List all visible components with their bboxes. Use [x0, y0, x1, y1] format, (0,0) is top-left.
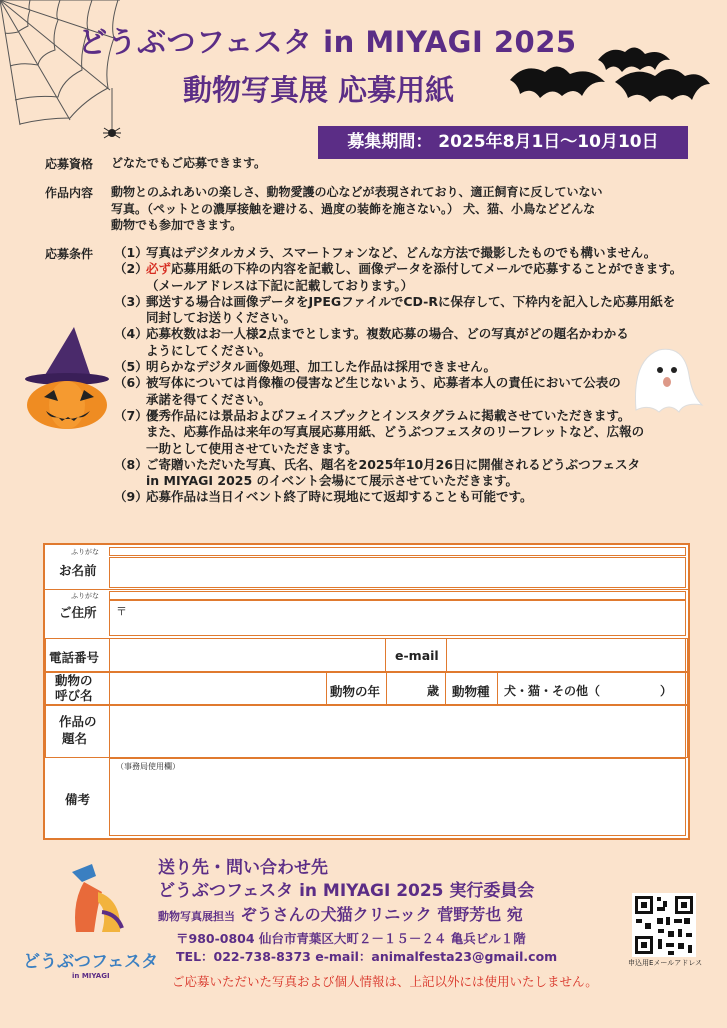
ghost-icon [624, 340, 704, 420]
address-label: ご住所 [59, 605, 97, 620]
email-field[interactable] [446, 638, 686, 672]
page-subtitle: 動物写真展 応募用紙 [183, 73, 455, 107]
office-use-note: （事務局使用欄） [116, 762, 180, 771]
qr-code-icon[interactable] [632, 893, 696, 957]
name-field[interactable] [109, 557, 686, 588]
remarks-field[interactable] [109, 758, 686, 836]
address-furigana-field[interactable] [109, 591, 686, 600]
festa-logo-text: どうぶつフェスタ [23, 952, 159, 972]
condition-item: （8） ご寄贈いただいた写真、氏名、題名を2025年10月26日に開催されるどうぶつフェスタ in MIYAGI 2025 のイベント会場にて展示させていただきます。 [114, 456, 640, 489]
age-unit: 歳 [426, 684, 439, 698]
form-divider [45, 589, 688, 590]
name-furigana-field[interactable] [109, 547, 686, 556]
condition-item: （9） 応募作品は当日イベント終了時に現地にて返却することも可能です。 [114, 489, 533, 505]
animal-age-label: 動物の年 [330, 684, 381, 699]
eligibility-text: どなたでもご応募できます。 [111, 156, 267, 170]
artwork-title-field[interactable] [109, 705, 686, 758]
condition-item: （5） 明らかなデジタル画像処理、加工した作品は採用できません。 [114, 359, 497, 375]
festa-logo-subtext: in MIYAGI [72, 972, 110, 980]
condition-item: （7） 優秀作品には景品およびフェイスブックとインスタグラムに掲載させていただきます。 また、応募作品は来年の写真展応募用紙、どうぶつフェスタのリーフレットなど、広報の 一助として使用させていただきます。 [114, 407, 645, 456]
address-furigana-label: ふりがな [71, 592, 99, 600]
remarks-label: 備考 [65, 792, 91, 807]
name-furigana-label: ふりがな [71, 548, 99, 556]
condition-item: （4） 応募枚数はお一人様2点までとします。複数応募の場合、どの写真がどの題名かわかる ようにしてください。 [114, 326, 629, 358]
conditions-label: 応募条件 [45, 247, 94, 261]
committee-name: どうぶつフェスタ in MIYAGI 2025 実行委員会 [158, 881, 535, 901]
qr-caption: 申込用Eメールアドレス [628, 959, 703, 967]
species-options: 犬・猫・その他（ ） [504, 684, 673, 698]
animal-age-field[interactable] [386, 672, 446, 705]
person-line: 動物写真展担当 ぞうさんの犬猫クリニック 菅野芳也 宛 [158, 905, 523, 924]
application-form [43, 543, 690, 840]
animal-name-label: 動物の 呼び名 [55, 673, 93, 703]
phone-label: 電話番号 [49, 650, 100, 665]
name-label: お名前 [59, 563, 97, 578]
species-label: 動物種 [452, 684, 490, 699]
application-period-banner: 募集期間： 2025年8月1日～10月10日 [318, 126, 688, 159]
phone-field[interactable] [109, 638, 386, 672]
pumpkin-icon [22, 325, 112, 430]
artwork-title-label: 作品の 題名 [59, 714, 97, 746]
festa-logo-icon [62, 862, 134, 942]
send-to-heading: 送り先・問い合わせ先 [158, 858, 328, 878]
condition-item: （1） 写真はデジタルカメラ、スマートフォンなど、どんな方法で撮影したものでも構いません。 [114, 245, 657, 260]
page-title: どうぶつフェスタ in MIYAGI 2025 [78, 25, 577, 59]
conditions-list [114, 245, 682, 506]
animal-name-field[interactable] [109, 672, 327, 705]
condition-item: （2） 必ず 応募用紙の下枠の内容を記載し、画像データを添付してメールで応募することができます。 （メールアドレスは下記に記載しております。） [114, 261, 683, 293]
content-text: 動物とのふれあいの楽しさ、動物愛護の心などが表現されており、適正飼育に反していない 写真。（ペットとの濃厚接触を避ける、過度の装飾を施さない。） 犬、猫、小鳥などどんな 動物でも参加できます。 [111, 185, 603, 232]
footer-address: 〒980-0804 仙台市青葉区大町２－１５－２４ 亀兵ビル１階 [176, 931, 526, 946]
species-field[interactable] [497, 672, 686, 705]
content-label: 作品内容 [45, 186, 94, 200]
footer-contact: TEL：022-738-8373 e-mail：animalfesta23@gmail.com [176, 949, 558, 964]
postal-mark: 〒 [116, 605, 127, 618]
privacy-notice: ご応募いただいた写真および個人情報は、上記以外には使用いたしません。 [172, 974, 598, 989]
condition-item: （3） 郵送する場合は画像データをJPEGファイルでCD-Rに保存して、下枠内を記入した応募用紙を 同封してお送りください。 [114, 293, 676, 326]
condition-item: （6） 被写体については肖像権の侵害など生じないよう、応募者本人の責任において公表の 承諾を得てください。 [114, 375, 621, 407]
address-field[interactable] [109, 600, 686, 636]
eligibility-label: 応募資格 [45, 157, 94, 171]
email-label: e-mail [395, 648, 439, 663]
